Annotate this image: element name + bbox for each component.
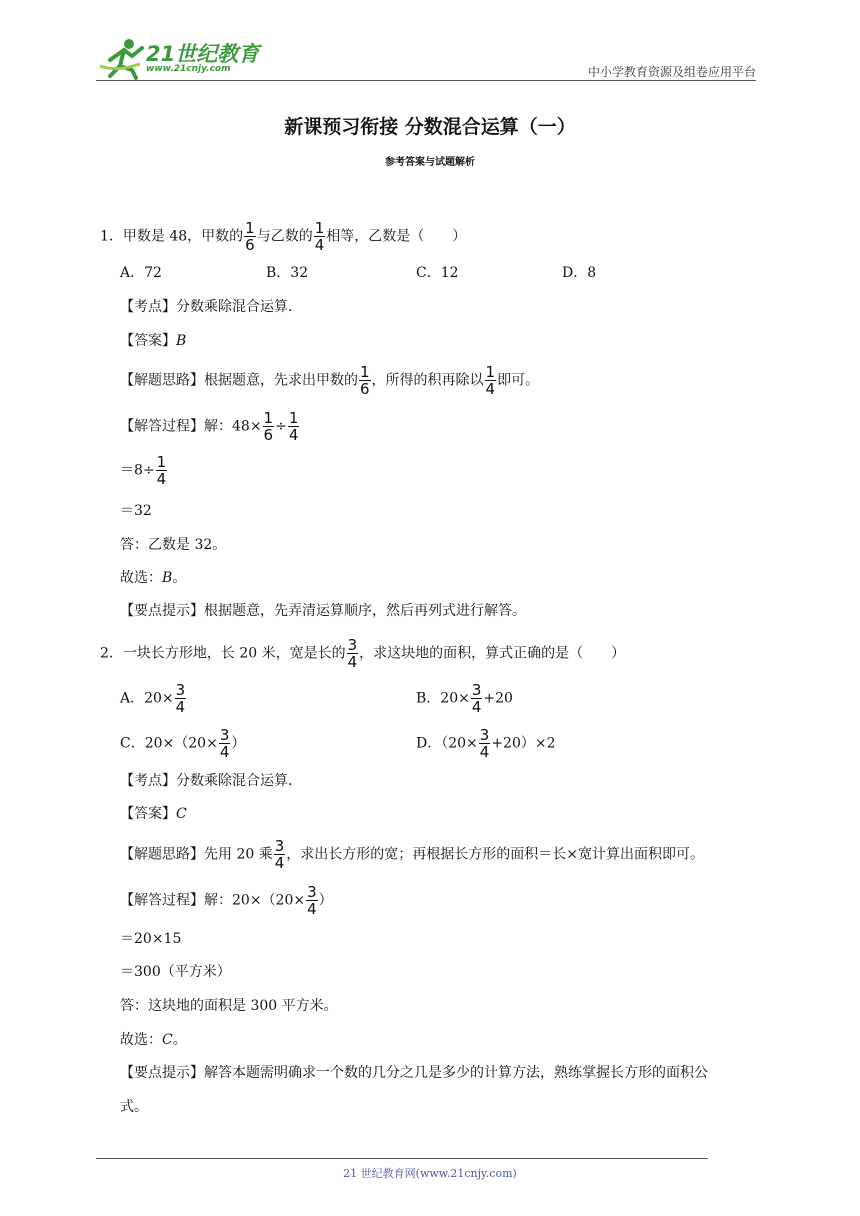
fraction: $\frac{1}{4}$ [288, 409, 299, 444]
q1-option-a: A．72 [120, 265, 162, 281]
footer-divider [96, 1158, 708, 1159]
q1-da: 答：乙数是 32。 [120, 537, 227, 553]
q2-option-a: A．20× $\frac{3}{4}$ [120, 681, 186, 716]
q2-tishi-line-1: 【要点提示】解答本题需明确求一个数的几分之几是多少的计算方法，熟练掌握长方形的面积公 [120, 1065, 708, 1081]
fraction: $\frac{3}{4}$ [219, 726, 230, 761]
q2-step-2: ＝300（平方米） [120, 964, 231, 980]
platform-name: 中小学教育资源及组卷应用平台 [587, 65, 756, 79]
q2-guxuan: 故选：C。 [120, 1032, 187, 1048]
fraction: $\frac{1}{6}$ [245, 219, 255, 254]
fraction: $\frac{1}{6}$ [263, 409, 274, 444]
fraction: $\frac{3}{4}$ [274, 837, 285, 872]
fraction: $\frac{3}{4}$ [347, 636, 358, 671]
q2-tishi-line-2: 式。 [120, 1099, 148, 1115]
q1-silu: 【解题思路】根据题意，先求出甲数的 $\frac{1}{6}$ ，所得的积再除以 $\frac{1}{4}$ 即可。 [120, 363, 540, 398]
fraction: $\frac{1}{4}$ [485, 363, 496, 398]
q1-answer: 【答案】B [120, 333, 187, 349]
q1-step-2: ＝32 [120, 503, 152, 519]
page-subtitle: 参考答案与试题解析 [385, 157, 475, 168]
q2-da: 答：这块地的面积是 300 平方米。 [120, 998, 338, 1014]
q1-kaodian: 【考点】分数乘除混合运算． [120, 299, 302, 315]
q1-option-b: B．32 [266, 265, 309, 281]
logo-url: www.21cnjy.com [146, 64, 231, 74]
header-divider [96, 80, 756, 81]
q1-tishi: 【要点提示】根据题意，先弄清运算顺序，然后再列式进行解答。 [120, 603, 526, 619]
fraction: $\frac{1}{4}$ [156, 453, 167, 488]
fraction: $\frac{1}{6}$ [360, 363, 370, 398]
q2-answer: 【答案】C [120, 806, 187, 822]
q1-guxuan: 故选：B。 [120, 570, 187, 586]
q1-step-1: ＝8÷ $\frac{1}{4}$ [120, 453, 167, 488]
question-1-stem: 1．甲数是 48，甲数的 $\frac{1}{6}$ 与乙数的 $\frac{1}{4}$ 相等，乙数是（ ） [100, 219, 467, 254]
fraction: $\frac{3}{4}$ [307, 883, 317, 918]
q2-option-d: D．（20× $\frac{3}{4}$ +20）×2 [416, 726, 556, 761]
q2-silu: 【解题思路】先用 20 乘 $\frac{3}{4}$ ，求出长方形的宽；再根据长方形的面积＝长×宽计算出面积即可。 [120, 837, 704, 872]
q2-step-1: ＝20×15 [120, 931, 182, 947]
q2-guocheng: 【解答过程】解：20×（20× $\frac{3}{4}$ ） [120, 883, 333, 918]
fraction: $\frac{3}{4}$ [471, 681, 482, 716]
site-logo [96, 36, 266, 80]
q2-option-b: B．20× $\frac{3}{4}$ +20 [416, 681, 513, 716]
q2-option-c: C．20×（20× $\frac{3}{4}$ ） [120, 726, 246, 761]
logo-text: 21世纪教育 [146, 42, 260, 66]
page-title: 新课预习衔接 分数混合运算（一） [284, 116, 576, 138]
q1-option-c: C．12 [416, 265, 459, 281]
fraction: $\frac{1}{4}$ [314, 219, 325, 254]
fraction: $\frac{3}{4}$ [175, 681, 186, 716]
q1-guocheng: 【解答过程】解：48× $\frac{1}{6}$ ÷ $\frac{1}{4}$ [120, 409, 299, 444]
q2-kaodian: 【考点】分数乘除混合运算． [120, 773, 302, 789]
question-2-stem: 2．一块长方形地，长 20 米，宽是长的 $\frac{3}{4}$ ，求这块地的面积，算式正确的是（ ） [100, 636, 626, 671]
footer-link[interactable]: 21 世纪教育网(www.21cnjy.com) [343, 1167, 517, 1180]
fraction: $\frac{3}{4}$ [479, 726, 490, 761]
q1-option-d: D．8 [562, 265, 597, 281]
